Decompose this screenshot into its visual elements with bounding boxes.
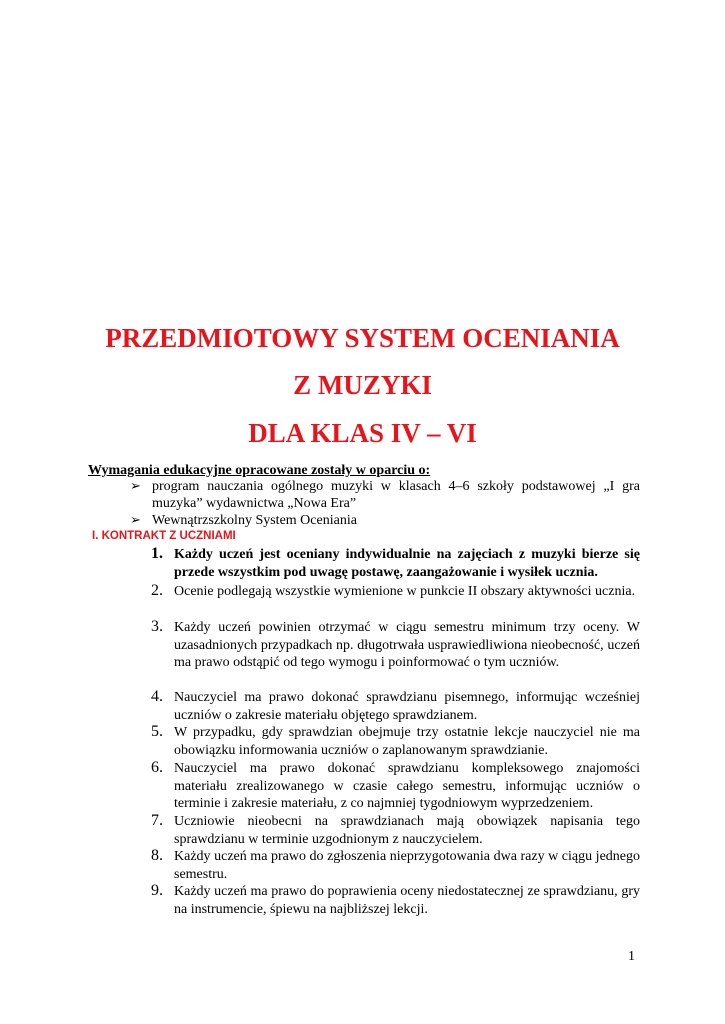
basis-heading: Wymagania edukacyjne opracowane zostały w oparciu o: bbox=[88, 463, 431, 478]
rule-text: Każdy uczeń ma prawo do poprawienia oceny niedostatecznej ze sprawdzianu, gry na instrumencie, śpiewu na najbliższej lekcji. bbox=[174, 884, 640, 917]
page-number: 1 bbox=[628, 949, 635, 964]
rule-number: 2. bbox=[151, 582, 163, 599]
contract-rule bbox=[151, 723, 640, 759]
rule-text: Każdy uczeń powinien otrzymać w ciągu semestru minimum trzy oceny. W uzasadnionych przypadkach np. długotrwała usprawiedliwiona nieobecność, uczeń ma prawo odstąpić od tego wymogu i poinformować o tym uczniów. bbox=[174, 620, 640, 670]
rule-number: 5. bbox=[151, 723, 163, 740]
rule-number: 1. bbox=[151, 545, 163, 562]
arrow-bullet-icon: ➢ bbox=[130, 513, 141, 528]
rule-number: 9. bbox=[151, 882, 163, 899]
rule-text: Nauczyciel ma prawo dokonać sprawdzianu pisemnego, informując wcześniej uczniów o zakresie materiału objętego sprawdzianem. bbox=[174, 690, 640, 723]
document-title-line-2: Z MUZYKI bbox=[293, 370, 432, 400]
rule-text: Nauczyciel ma prawo dokonać sprawdzianu kompleksowego znajomości materiału zrealizowanego w czasie całego semestru, informując uczniów o terminie i zakresie materiału, z co najmniej tygodniowym wyprzedzeniem. bbox=[174, 761, 640, 811]
basis-item-text: Wewnątrzszkolny System Oceniania bbox=[152, 513, 357, 528]
rule-number: 8. bbox=[151, 847, 163, 864]
contract-rule bbox=[151, 847, 640, 883]
contract-rule bbox=[151, 882, 640, 918]
basis-list-item bbox=[130, 478, 640, 512]
arrow-bullet-icon: ➢ bbox=[130, 479, 141, 494]
contract-rule bbox=[151, 545, 640, 581]
document-title-line-1: PRZEDMIOTOWY SYSTEM OCENIANIA bbox=[105, 323, 620, 353]
rule-number: 6. bbox=[151, 759, 163, 776]
rule-text: Każdy uczeń jest oceniany indywidualnie na zajęciach z muzyki bierze się przede wszystkim pod uwagę postawę, zaangażowanie i wysiłek ucznia. bbox=[174, 547, 640, 580]
section-heading: I. KONTRAKT Z UCZNIAMI bbox=[92, 530, 236, 542]
rule-text: W przypadku, gdy sprawdzian obejmuje trzy ostatnie lekcje nauczyciel nie ma obowiązku informowania uczniów o zaplanowanym sprawdzianie. bbox=[174, 725, 640, 758]
contract-rule bbox=[151, 582, 640, 601]
rule-text: Uczniowie nieobecni na sprawdzianach mają obowiązek napisania tego sprawdzianu w terminie uzgodnionym z nauczycielem. bbox=[174, 814, 640, 847]
rule-text: Każdy uczeń ma prawo do zgłoszenia nieprzygotowania dwa razy w ciągu jednego semestru. bbox=[174, 849, 640, 882]
basis-list-item bbox=[130, 512, 640, 529]
contract-rule bbox=[151, 759, 640, 813]
contract-rule bbox=[151, 688, 640, 724]
contract-rule bbox=[151, 618, 640, 672]
rule-text: Ocenie podlegają wszystkie wymienione w punkcie II obszary aktywności ucznia. bbox=[174, 584, 636, 599]
contract-rule bbox=[151, 812, 640, 848]
document-title-line-3: DLA KLAS IV – VI bbox=[248, 418, 477, 448]
rule-number: 3. bbox=[151, 618, 163, 635]
rule-number: 7. bbox=[151, 812, 163, 829]
basis-item-text: program nauczania ogólnego muzyki w klasach 4–6 szkoły podstawowej „I gra muzyka” wydawnictwa „Nowa Era” bbox=[152, 479, 640, 511]
rule-number: 4. bbox=[151, 688, 163, 705]
